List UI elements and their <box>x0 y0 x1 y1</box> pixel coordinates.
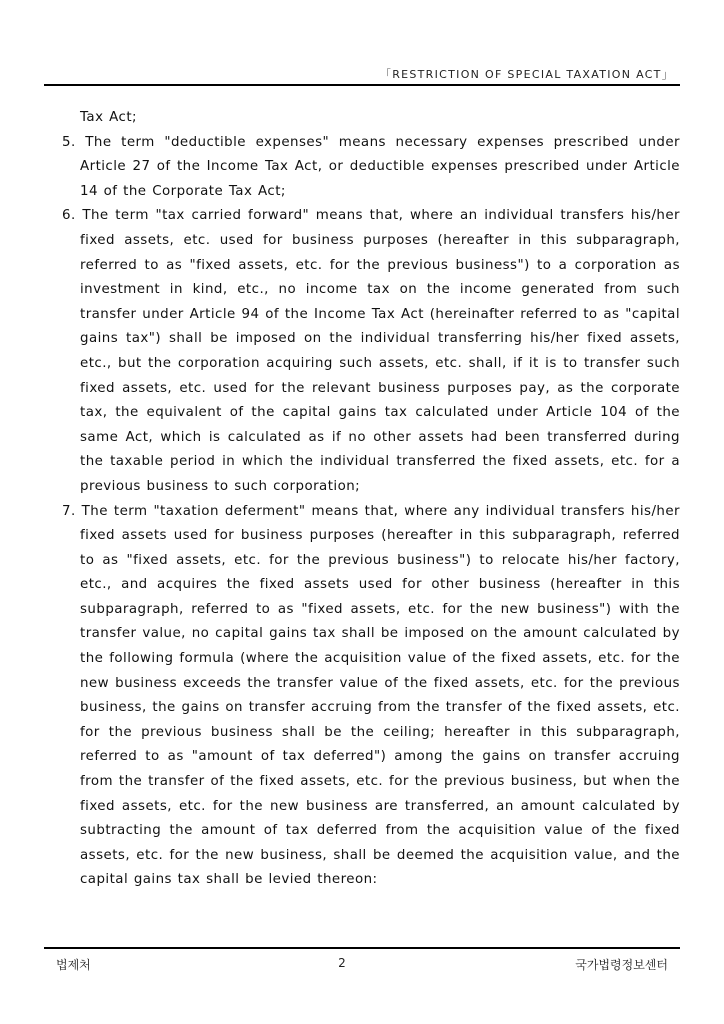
page-number: 2 <box>338 956 346 970</box>
subparagraph-6: 6. The term "tax carried forward" means that, where an individual transfers his/her fixed assets, etc. used for business purposes (hereafter in this subparagraph, referred to as "fixed assets, etc. for the previous business") to a corporation as investment in kind, etc., no income tax on the income generated from such transfer under Article 94 of the Income Tax Act (hereinafter referred to as "capital gains tax") shall be imposed on the individual transferring his/her fixed assets, etc., but the corporation acquiring such assets, etc. shall, if it is to transfer such fixed assets, etc. used for the relevant business purposes pay, as the corporate tax, the equivalent of the capital gains tax calculated under Article 104 of the same Act, which is calculated as if no other assets had been transferred during the taxable period in which the individual transferred the fixed assets, etc. for a previous business to such corporation; <box>62 208 680 494</box>
subparagraph-5: 5. The term "deductible expenses" means necessary expenses prescribed under Article 27 of the Income Tax Act, or deductible expenses prescribed under Article 14 of the Corporate Tax Act; <box>62 134 680 199</box>
footer-source: 법제처 <box>56 958 91 972</box>
document-body <box>62 106 680 893</box>
continued-text: Tax Act; <box>80 110 137 125</box>
subparagraph-7: 7. The term "taxation deferment" means that, where any individual transfers his/her fixed assets used for business purposes (hereafter in this subparagraph, referred to as "fixed assets, etc. for the previous business") to relocate his/her factory, etc., and acquires the fixed assets used for other business (hereafter in this subparagraph, referred to as "fixed assets, etc. for the new business") with the transfer value, no capital gains tax shall be imposed on the amount calculated by the following formula (where the acquisition value of the fixed assets, etc. for the new business exceeds the transfer value of the fixed assets, etc. for the previous business, the gains on transfer accruing from the transfer of the fixed assets, etc. for the previous business shall be the ceiling; hereafter in this subparagraph, referred to as "amount of tax deferred") among the gains on transfer accruing from the transfer of the fixed assets, etc. for the previous business, but when the fixed assets, etc. for the new business are transferred, an amount calculated by subtracting the amount of tax deferred from the acquisition value of the fixed assets, etc. for the new business, shall be deemed the acquisition value, and the capital gains tax shall be levied thereon: <box>62 503 680 888</box>
document-header-title: 「RESTRICTION OF SPECIAL TAXATION ACT」 <box>379 68 674 81</box>
header-divider <box>44 84 680 86</box>
footer-publisher: 국가법령정보센터 <box>575 958 668 972</box>
footer-divider <box>44 947 680 949</box>
